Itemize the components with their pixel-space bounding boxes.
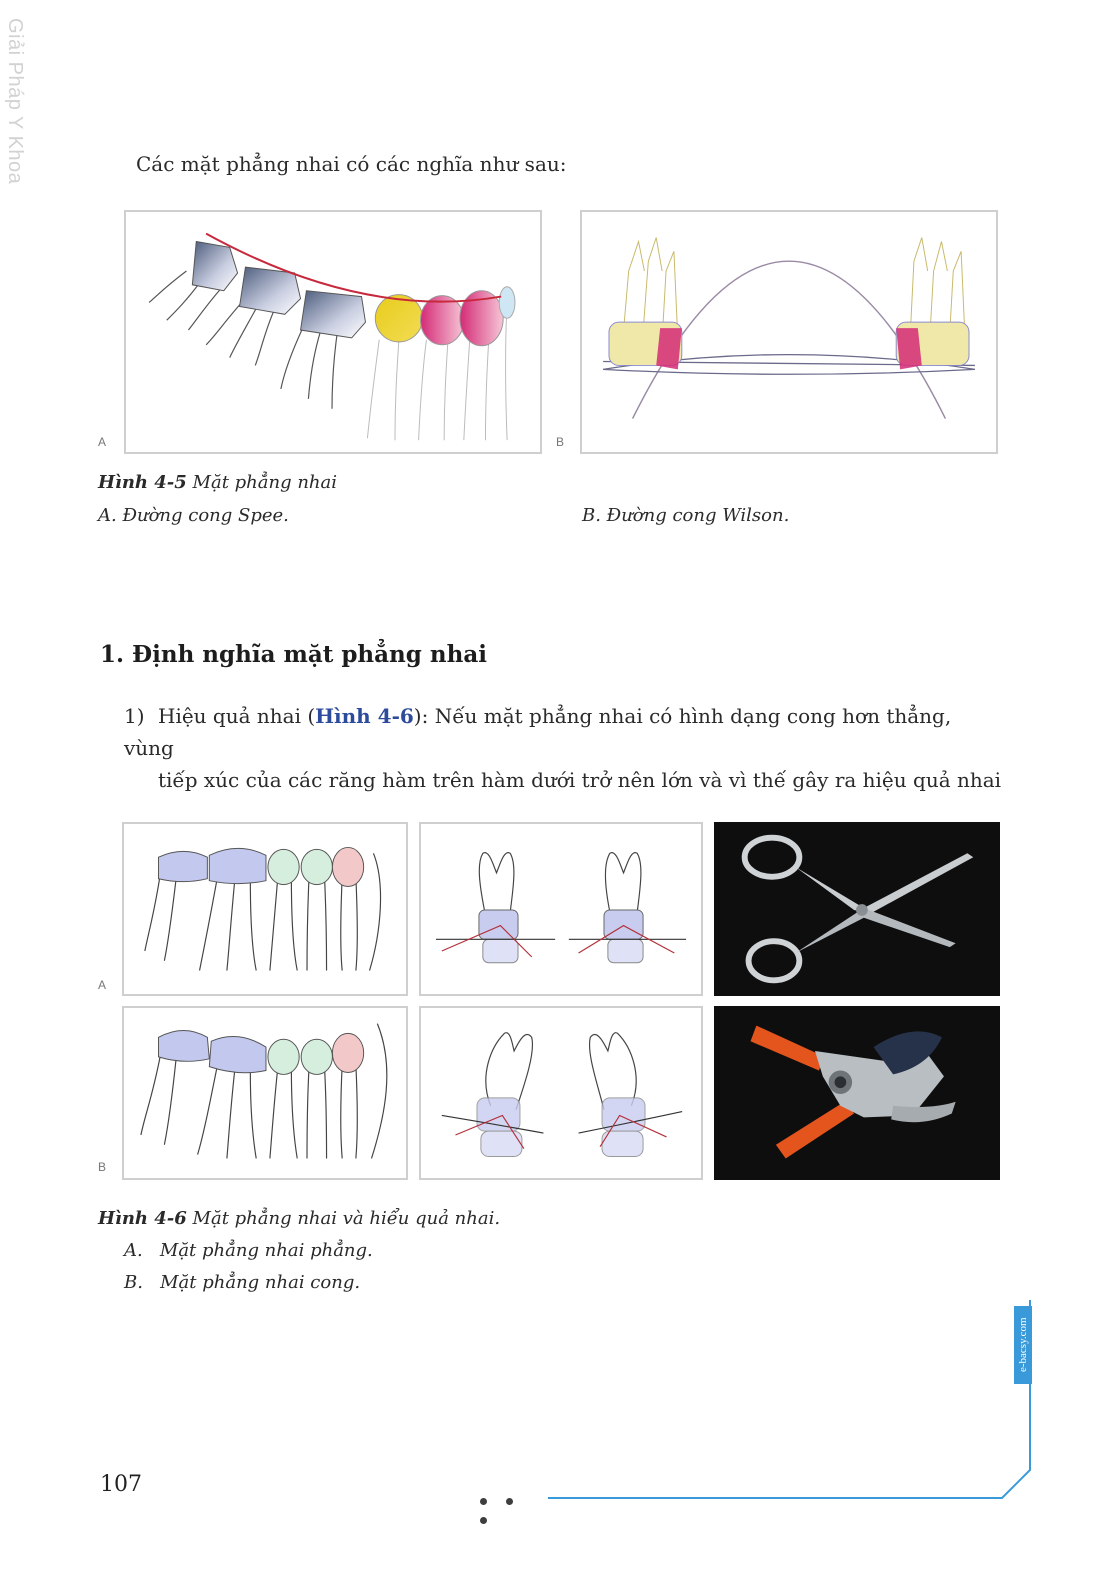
dot (480, 1517, 487, 1524)
figure-4-5-sub-b: B. Đường cong Wilson. (582, 505, 790, 526)
page-number: 107 (100, 1472, 142, 1497)
dot (506, 1498, 513, 1505)
figure-4-6-b-cross-section (419, 1006, 703, 1180)
dot (480, 1498, 487, 1505)
figure-4-6-label: Hình 4-6 (98, 1208, 187, 1229)
page-dots (480, 1490, 550, 1504)
figure-4-5-sub-a: A. Đường cong Spee. (98, 505, 289, 526)
figure-4-6-sub-b: B. Mặt phẳng nhai cong. (124, 1272, 361, 1293)
flat-occlusal-plane-teeth (124, 824, 406, 994)
intro-text: Các mặt phẳng nhai có các nghĩa như sau: (136, 152, 567, 176)
figure-4-6-b-teeth (122, 1006, 408, 1180)
curved-occlusal-plane-teeth (124, 1008, 406, 1178)
item-number: 1) (124, 704, 145, 728)
figure-4-6-a-teeth (122, 822, 408, 996)
figure-4-6-b-pruner-photo (714, 1006, 1000, 1180)
figure-4-6-caption (98, 1208, 500, 1229)
flat-plane-cross-section (421, 824, 701, 994)
figure-4-5-panel-a (124, 210, 542, 454)
item-line-2: tiếp xúc của các răng hàm trên hàm dưới trở nên lớn và vì thế gây ra hiệu quả nhai (158, 768, 1002, 792)
figure-4-5-title: Mặt phẳng nhai (186, 472, 338, 493)
panel-letter-b: B (556, 435, 565, 449)
page-decoration-line (540, 1300, 1040, 1510)
figure-4-6-a-scissors-photo (714, 822, 1000, 996)
curved-plane-cross-section (421, 1008, 701, 1178)
figure-4-5-caption (98, 472, 337, 493)
curve-of-wilson-illustration (582, 212, 996, 452)
curve-of-spee-illustration (126, 212, 540, 452)
figure-4-6-a-cross-section (419, 822, 703, 996)
panel-letter-a: A (98, 435, 107, 449)
row-letter-b: B (98, 1160, 107, 1174)
pruning-shears-photo (716, 1008, 998, 1178)
item-text-before: Hiệu quả nhai ( (158, 704, 316, 728)
section-item-1 (124, 700, 1006, 796)
figure-4-6-sub-a: A. Mặt phẳng nhai phẳng. (124, 1240, 373, 1261)
row-letter-a: A (98, 978, 107, 992)
figure-4-6-title: Mặt phẳng nhai và hiểu quả nhai. (186, 1208, 501, 1229)
figure-4-5-label: Hình 4-5 (98, 472, 187, 493)
side-tag: e-bacsy.com (1014, 1306, 1032, 1384)
item-text-after: ): Nếu mặt phẳng nhai có hình dạng cong hơn thẳng, vùng (124, 704, 952, 760)
side-watermark: Giải Pháp Y Khoa (4, 18, 26, 185)
section-heading: 1. Định nghĩa mặt phẳng nhai (100, 641, 487, 668)
figure-reference-link[interactable]: Hình 4-6 (315, 704, 414, 728)
scissors-photo (716, 824, 998, 994)
figure-4-5-panel-b (580, 210, 998, 454)
